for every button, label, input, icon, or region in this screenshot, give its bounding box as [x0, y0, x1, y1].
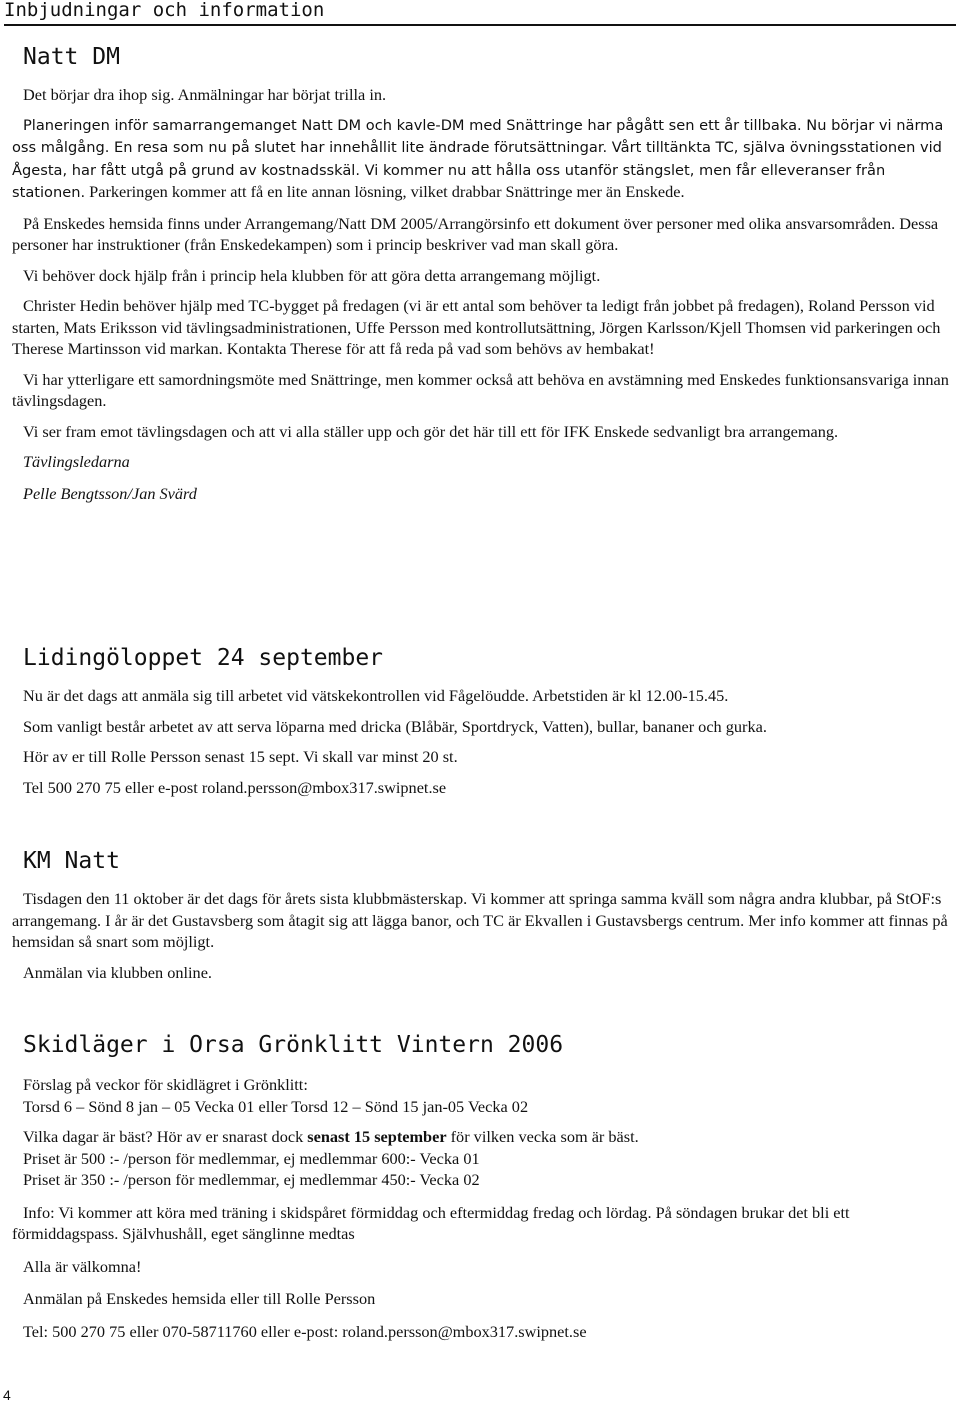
skid-line: Torsd 6 – Sönd 8 jan – 05 Vecka 01 eller Torsd 12 – Sönd 15 jan-05 Vecka 02 [23, 1096, 529, 1116]
skid-deadline-bold: senast 15 september [307, 1127, 447, 1146]
natt-dm-paragraph [12, 114, 954, 204]
skid-paragraph: Anmälan på Enskedes hemsida eller till Rolle Persson [23, 1289, 376, 1308]
natt-dm-paragraph: Vi har ytterligare ett samordningsmöte med Snättringe, men kommer också att behöva en avstämning med Enskedes funktionsansvariga innan tävlingsdagen. [12, 369, 949, 410]
section-title-lidingoloppet: Lidingöloppet 24 september [23, 645, 384, 671]
skid-line-part: för vilken vecka som är bäst. [446, 1127, 639, 1146]
km-natt-paragraph: Tisdagen den 11 oktober är det dags för årets sista klubbmästerskap. Vi kommer att springa samma kväll som några andra klubbar, på StOF:s arrangemang. I år är det Gustavsberg som åtagit sig att lägga banor, och TC är Ekvallen i Gustavsbergs centrum. Mer info kommer att finnas på hemsidan så snart som möjligt. [12, 889, 948, 951]
natt-dm-paragraph: Christer Hedin behöver hjälp med TC-bygget på fredagen (vi är ett antal som behöver ta ledigt från jobbet på fredagen), Roland Persson vid starten, Mats Eriksson vid tävlingsadministrationen, Uffe Persson med kontrollutsättning, Jörgen Karlsson/Kjell Thomsen vid parkeringen och Therese Martinsson vid markan. Kontakta Therese för att få reda på vad som behövs av hembakat! [12, 296, 941, 358]
section-lidingoloppet [12, 643, 954, 798]
section-km-natt [12, 846, 954, 983]
skid-paragraph: Alla är välkomna! [23, 1256, 142, 1276]
natt-dm-paragraph: Vi behöver dock hjälp från i princip hela klubben för att göra detta arrangemang möjligt. [23, 265, 601, 285]
km-natt-paragraph: Anmälan via klubben online. [23, 962, 212, 982]
page-number: 4 [3, 1387, 11, 1403]
section-skidlager [12, 1030, 954, 1342]
page-header [4, 0, 956, 26]
section-natt-dm [12, 42, 954, 504]
natt-dm-paragraph: Det börjar dra ihop sig. Anmälningar har börjat trilla in. [23, 85, 387, 104]
signature-line: Tävlingsledarna [23, 452, 130, 471]
signature-names: Pelle Bengtsson/Jan Svärd [23, 483, 197, 503]
lidingo-paragraph: Tel 500 270 75 eller e-post roland.persson@mbox317.swipnet.se [23, 777, 447, 797]
skid-price-line: Priset är 350 :- /person för medlemmar, ej medlemmar 450:- Vecka 02 [23, 1170, 480, 1189]
natt-dm-paragraph-serif: Parkeringen kommer att få en lite annan lösning, vilket drabbar Snättringe mer än Enskede. [85, 182, 685, 201]
lidingo-paragraph: Hör av er till Rolle Persson senast 15 sept. Vi skall var minst 20 st. [23, 747, 458, 766]
skid-paragraph: Info: Vi kommer att köra med träning i skidspåret förmiddag och eftermiddag fredag och lördag. På söndagen brukar det bli ett förmiddagspass. Självhushåll, eget sänglinne medtas [12, 1202, 850, 1243]
lidingo-paragraph: Som vanligt består arbetet av att serva löparna med dricka (Blåbär, Sportdryck, Vatten), bullar, bananer och gurka. [23, 716, 767, 736]
page-header-title: Inbjudningar och information [4, 0, 325, 21]
skid-line-part: Vilka dagar är bäst? Hör av er snarast dock [23, 1127, 308, 1146]
lidingo-paragraph: Nu är det dags att anmäla sig till arbetet vid vätskekontrollen vid Fågelöudde. Arbetstiden är kl 12.00-15.45. [23, 686, 729, 705]
skid-price-line: Priset är 500 :- /person för medlemmar, ej medlemmar 600:- Vecka 01 [23, 1148, 480, 1168]
section-title-natt-dm: Natt DM [23, 44, 120, 70]
skid-line: Förslag på veckor för skidlägret i Grönklitt: [23, 1075, 308, 1094]
natt-dm-paragraph: På Enskedes hemsida finns under Arrangemang/Natt DM 2005/Arrangörsinfo ett dokument över personer med olika ansvarsområden. Dessa personer har instruktioner (från Enskedekampen) som i princip beskriver vad man skall göra. [12, 213, 939, 254]
natt-dm-paragraph: Vi ser fram emot tävlingsdagen och att vi alla ställer upp och gör det här till ett för IFK Enskede sedvanligt bra arrangemang. [23, 421, 839, 441]
natt-dm-paragraph-sans: Planeringen inför samarrangemanget Natt DM och kavle-DM med Snättringe har pågått sen ett år tillbaka. Nu börjar vi närma oss målgång. En resa som nu på slutet har innehållit lite ändrade förutsättningar. Vårt tilltänkta TC, själva övningsstationen vid Ågesta, har fått utgå på grund av kostnadsskäl. Vi kommer nu att hålla oss utanför stängslet, men får elleveranser från stationen. [12, 116, 944, 201]
section-title-skidlager: Skidläger i Orsa Grönklitt Vintern 2006 [23, 1032, 564, 1058]
skid-line [12, 1126, 954, 1148]
section-title-km-natt: KM Natt [23, 848, 120, 874]
skid-paragraph: Tel: 500 270 75 eller 070-58711760 eller e-post: roland.persson@mbox317.swipnet.se [23, 1321, 587, 1341]
